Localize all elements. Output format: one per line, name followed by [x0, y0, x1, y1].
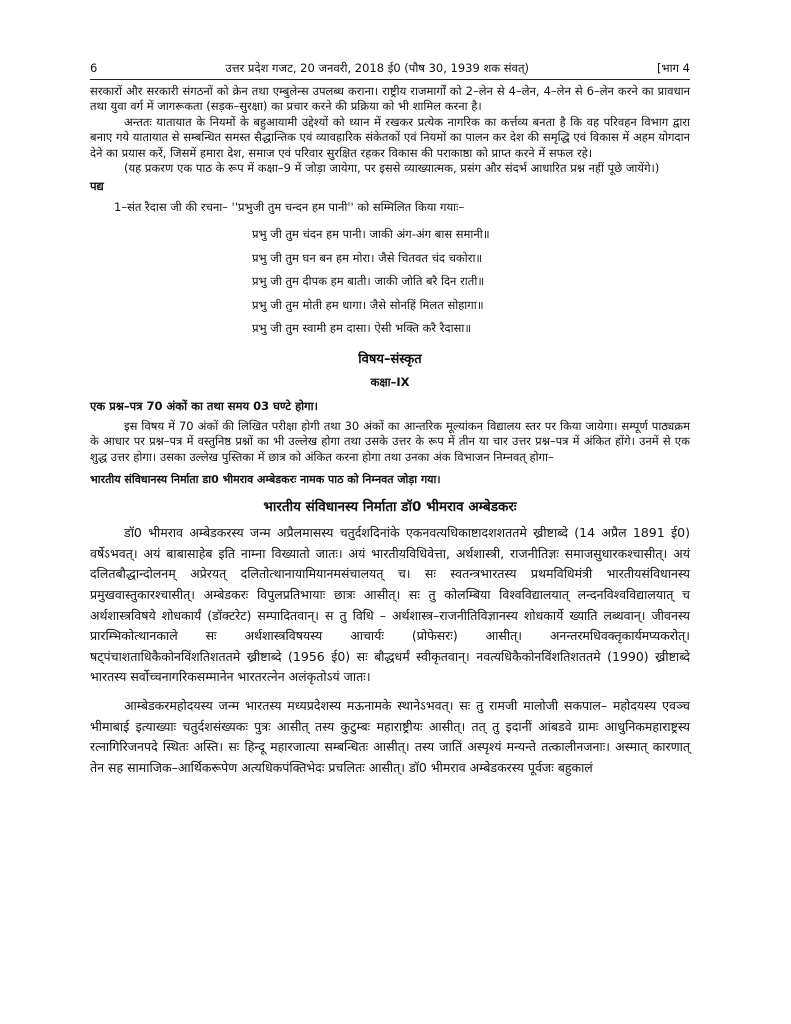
paper-info: एक प्रश्न–पत्र 70 अंकों का तथा समय 03 घण्टे होगा। — [90, 398, 318, 413]
verse-line: प्रभु जी तुम स्वामी हम दासा। ऐसी भक्ति करै रैदासा॥ — [252, 321, 472, 336]
gazette-page — [90, 60, 690, 786]
padya-heading: पद्य — [90, 179, 104, 194]
lesson-added-line: भारतीय संविधानस्य निर्माता डा0 भीमराव अम्बेडकरः नामक पाठ को निम्नवत जोड़ा गया। — [90, 473, 441, 487]
paragraph-road-safety: सरकारों और सरकारी संगठनों को क्रेन तथा एम्बुलेन्स उपलब्ध कराना। राष्ट्रीय राजमार्गों को 2–लेन से 4–लेन, 4–लेन से 6–लेन करने का प्रावधान तथा युवा वर्ग में जागरूकता (सड़क–सुरक्षा) का प्रचार करने की प्रक्रिया को भी शामिल करना है। — [90, 84, 690, 114]
paragraph-note: (यह प्रकरण एक पाठ के रूप में कक्षा–9 में जोड़ा जायेगा, पर इससे व्याख्यात्मक, प्रसंग और संदर्भ आधारित प्रश्न नहीं पूछे जायेंगे।) — [124, 161, 660, 176]
raidas-intro: 1–संत रैदास जी की रचना– ''प्रभुजी तुम चन्दन हम पानी'' को सम्मिलित किया गयाः– — [114, 200, 465, 215]
paragraph-traffic-rules: अन्ततः यातायात के नियमों के बहुआयामी उद्देश्यों को ध्यान में रखकर प्रत्येक नागरिक का कर्त्तव्य बनता है कि वह परिवहन विभाग द्वारा बनाए गये यातायात से सम्बन्धित समस्त सैद्धान्तिक एवं व्यावहारिक संकेतकों एवं नियमों का पालन कर देश की समृद्धि एवं विकास में अहम योगदान देने का प्रयास करें, जिसमें हमारा देश, समाज एवं परिवार सुरक्षित रहकर विकास की पराकाष्ठा को प्राप्त करने में सफल रहे। — [90, 114, 690, 160]
class-heading: कक्षा–IX — [370, 374, 410, 389]
verse-line: प्रभु जी तुम घन बन हम मोरा। जैसे चितवत चंद चकोरा॥ — [252, 250, 483, 265]
part-label: [भाग 4 — [657, 61, 690, 75]
gazette-title: उत्तर प्रदेश गजट, 20 जनवरी, 2018 ई0 (पौष 30, 1939 शक संवत्) — [225, 61, 529, 75]
sanskrit-lesson-title: भारतीय संविधानस्य निर्माता डॉ0 भीमराव अम्बेडकरः — [263, 499, 517, 516]
sanskrit-paragraph-2: आम्बेडकरमहोदयस्य जन्म भारतस्य मध्यप्रदेशस्य मऊनामके स्थानेऽभवत्। सः तु रामजी मालोजी सकपाल– महोदयस्य एवञ्च भीमाबाई इत्याख्याः चतुर्दशसंख्यकः पुत्रः आसीत् तस्य कुटुम्बः महाराष्ट्रीयः आसीत्। तत् तु इदानीं आंबडवे ग्रामः आधुनिकमहाराष्ट्रस्य रत्नागिरिजनपदे स्थितः अस्ति। सः हिन्दू महारजात्या सम्बन्धितः आसीत्। तस्य जातिं अस्पृश्यं मन्यन्ते तत्कालीनजनाः। अस्मात् कारणात् तेन सह सामाजिक–आर्थिकरूपेण अत्यधिकपंक्तिभेदः प्रचलितः आसीत्। डॉ0 भीमराव अम्बेडकरस्य पूर्वजः बहुकालं — [90, 697, 690, 775]
paragraph-exam: इस विषय में 70 अंकों की लिखित परीक्षा होगी तथा 30 अंकों का आन्तरिक मूल्यांकन विद्यालय स्तर पर किया जायेगा। सम्पूर्ण पाठ्यक्रम के आधार पर प्रश्न–पत्र में वस्तुनिष्ठ प्रश्नों का भी उल्लेख होगा तथा उसके उत्तर के रूप में तीन या चार उत्तर प्रश्न–पत्र में अंकित होंगे। उनमें से एक शुद्ध उत्तर होगा। उसका उल्लेख पुस्तिका में छात्र को अंकित करना होगा तथा उनका अंक विभाजन निम्नवत् होगा– — [90, 418, 690, 464]
sanskrit-paragraph-1: डॉ0 भीमराव अम्बेडकरस्य जन्म अप्रैलमासस्य चतुर्दशदिनांके एकनवत्यधिकाष्टादशशततमे ख्रीष्टाब्दे (14 अप्रैल 1891 ई0) वर्षेऽभवत्। अयं बाबासाहेब इति नाम्ना विख्यातो जातः। अयं भारतीयविधिवेत्ता, अर्थशास्त्री, राजनीतिज्ञः समाजसुधारकश्चासीत्। अयं दलितबौद्धान्दोलनम् अप्रेरयत् दलितोत्थानायामियानमसंचालयत् च। सः स्वतन्त्रभारतस्य प्रथमविधिमंत्री भारतीयसंविधानस्य प्रमुखवास्तुकारश्चासीत्। अम्बेडकरः विपुलप्रतिभायाः छात्रः आसीत्। सः तु कोलम्बिया विश्वविद्यालयात् लन्दनविश्वविद्यालयात् च अर्थशास्त्रविषये शोधकार्यं (डॉक्टरेट) सम्पादितवान्। स तु विधि – अर्थशास्त्र–राजनीतिविज्ञानस्य शोधकार्ये ख्याति लब्धवान्। जीवनस्य प्रारम्भिकोत्थानकाले सः अर्थशास्त्रविषयस्य आचार्यः (प्रोफेसरः) आसीत्। अनन्तरमधिवक्तृकार्यमप्यकरोत्। षट्पंचाशताधिकैकोनविंशतिशततमे ख्रीष्टाब्दे (1956 ई0) सः बौद्धधर्मं स्वीकृतवान्। नवत्यधिकैकोनविंशतिशततमे (1990) ख्रीष्टाब्दे भारतस्य सर्वोच्चनागरिकसम्मानेन भारतरत्नेन अलंकृतोऽयं जातः। — [90, 525, 690, 685]
header-rule — [90, 79, 690, 80]
verse-line: प्रभु जी तुम दीपक हम बाती। जाकी जोति बरै दिन राती॥ — [252, 274, 485, 289]
page-number: 6 — [90, 61, 98, 75]
verse-line: प्रभु जी तुम चंदन हम पानी। जाकी अंग-अंग बास समानी॥ — [252, 227, 490, 242]
verse-block — [252, 223, 690, 341]
page-header — [90, 60, 690, 78]
verse-line: प्रभु जी तुम मोती हम धागा। जैसे सोनहिं मिलत सोहागा॥ — [252, 297, 484, 312]
subject-heading: विषय–संस्कृत — [358, 351, 422, 367]
